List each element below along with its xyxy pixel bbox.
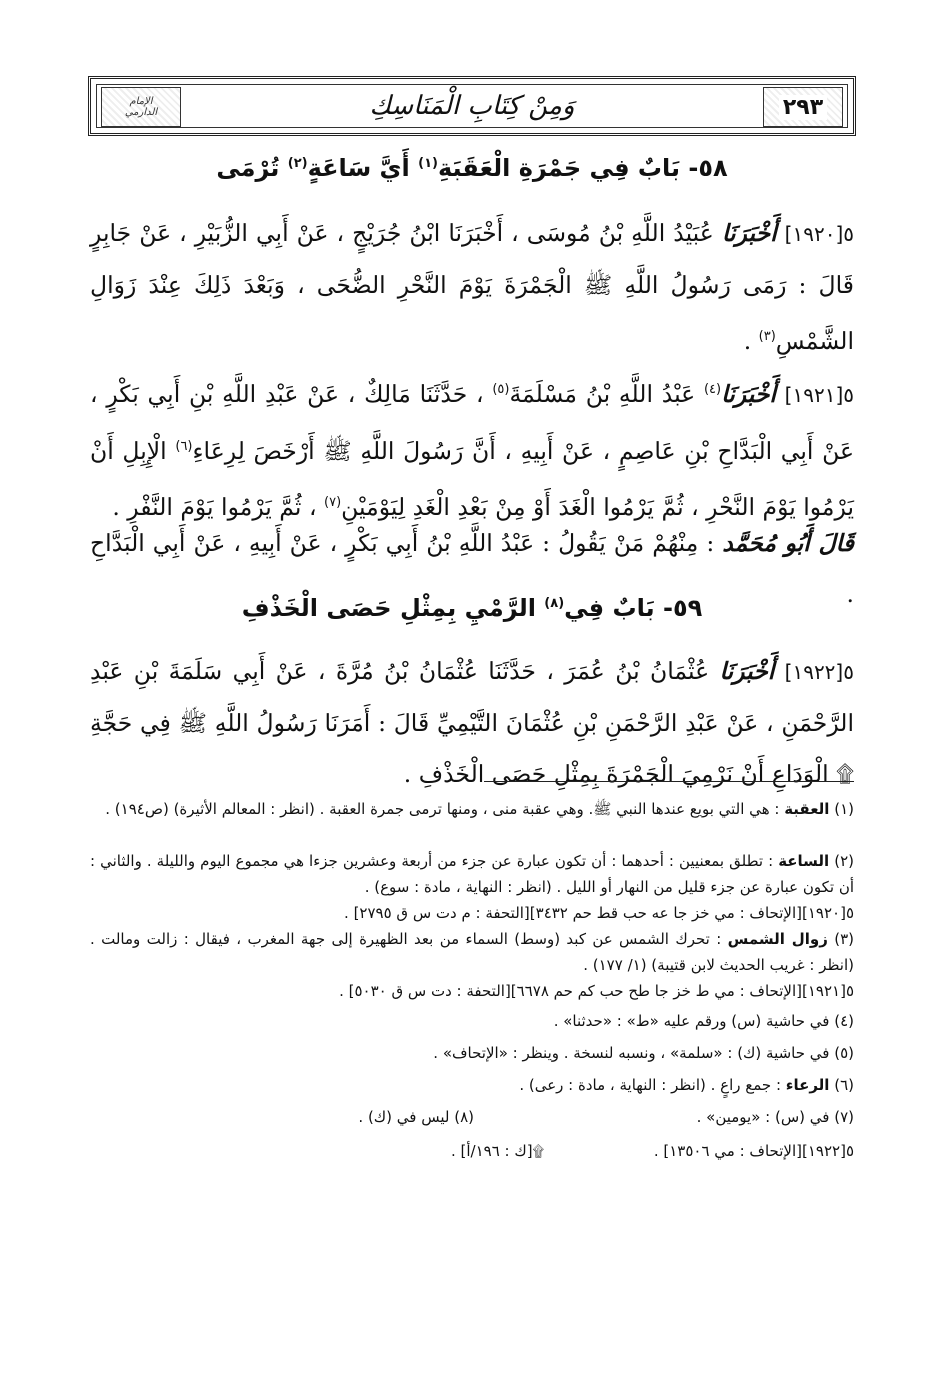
qal-abu-muhammad-label: قَالَ أَبُو مُحَمَّد [722, 529, 855, 557]
chapter-58-title-part-b: أَيَّ سَاعَةٍ [307, 154, 419, 182]
akhbarana: أَخْبَرَنَا [721, 379, 776, 408]
hadith-text-d: ، ثُمَّ يَرْمُوا يَوْمَ النَّفْرِ . [112, 492, 324, 521]
hadith-1922 [90, 646, 854, 800]
chapter-59-heading [90, 594, 854, 622]
running-title: وَمِنْ كِتَابِ الْمَنَاسِكِ [369, 91, 575, 121]
chapter-59-title-part-b: الرَّمْيِ بِمِثْلِ حَصَى الْخَذْفِ [241, 594, 545, 622]
akhbarana: أَخْبَرَنَا [721, 219, 777, 247]
footnote-7: (٧) في (س) : «يومين» . [696, 1108, 854, 1126]
publisher-seal-icon [125, 96, 157, 118]
manuscript-folio: ۩[ك : ١٩٦/أ] . [451, 1142, 544, 1160]
akhbarana: أَخْبَرَنَا [719, 657, 775, 685]
footnote-text: : تحرك الشمس عن كبد (وسط) السماء من بعد الظهيرة إلى جهة المغرب ، فيقال : زالت ومالت . (انظر : غريب الحديث لابن قتيبة) (١/ ١٧٧) . [90, 930, 854, 974]
running-header [88, 76, 856, 136]
footnote-5: (٥) في حاشية (ك) : «سلمة» ، ونسبه لنسخة . وينظر : «الإتحاف» . [433, 1044, 854, 1062]
footnote-text: : هي التي بويع عندها النبي ﷺ. وهي عقبة منى ، ومنها ترمى جمرة العقبة . (انظر : المعالم الأثيرة) (ص١٩٤) . [105, 800, 785, 818]
footnote-ref-4: (٤) [703, 382, 722, 397]
hadith-text-a: عَبْدُ اللَّهِ بْنُ مَسْلَمَةَ [509, 379, 704, 408]
footnote-ref-1: (١) [418, 156, 438, 171]
seal-line-1: الإمام [129, 96, 153, 107]
hadith-text-end: . [743, 326, 759, 355]
qal-abu-muhammad-text: : مِنْهُمْ مَنْ يَقُولُ : عَبْدُ اللَّهِ بْنُ أَبِي بَكْرٍ ، عَنْ أَبِيهِ ، عَنْ أَبِي الْبَدَّاحِ . [90, 529, 854, 608]
footnote-ref-5: (٥) [492, 382, 510, 397]
seal-line-2: الدارمي [124, 107, 158, 118]
footnote-ref-3: (٣) [758, 329, 776, 344]
takhrij-1920: ٥[١٩٢٠][الإتحاف : مي خز جا عه حب قط حم ٣٤٣٢][التحفة : م دت س ق ٢٧٩٥] . [344, 904, 854, 922]
footnote-ref-2: (٢) [287, 156, 308, 171]
footnote-3 [90, 926, 854, 978]
footnote-text: : تطلق بمعنيين : أحدهما : أن تكون عبارة عن جزء من أربعة وعشرين جزءا هي مجموع اليوم والليلة . والثاني : أن تكون عبارة عن جزء قليل من النهار أو الليل . (انظر : النهاية ، مادة : سوع) . [90, 852, 854, 896]
hadith-text-b: ، حَدَّثَنَا مَالِكٌ ، عَنْ عَبْدِ اللَّهِ بْنِ أَبِي بَكْرٍ ، عَنْ أَبِي الْبَدَّاحِ بْنِ عَاصِمٍ ، عَنْ أَبِيهِ ، أَنَّ رَسُولَ اللَّهِ ﷺ أَرْخَصَ لِرِعَاءِ [90, 379, 855, 465]
footnote-1 [90, 796, 854, 822]
footnote-text: : جمع راعٍ . (انظر : النهاية ، مادة : رعى) . [519, 1076, 786, 1094]
takhrij-1922: ٥[١٩٢٢][الإتحاف : مي ١٣٥٠٦] . [653, 1142, 854, 1160]
hadith-text: عُبَيْدُ اللَّهِ بْنُ مُوسَى ، أَخْبَرَنَا ابْنُ جُرَيْجٍ ، عَنْ أَبِي الزُّبَيْرِ ، عَنْ جَابِرٍ قَالَ : رَمَى رَسُولُ اللَّهِ ﷺ الْجَمْرَةَ يَوْمَ النَّحْرِ الضُّحَى ، وَبَعْدَ ذَلِكَ عِنْدَ زَوَالِ الشَّمْسِ [90, 219, 854, 355]
chapter-59-title-part-a: ٥٩- بَابٌ فِي [564, 594, 703, 622]
chapter-58-title-part-a: ٥٨- بَابٌ فِي جَمْرَةِ الْعَقَبَةِ [437, 154, 728, 182]
footnote-separator [484, 781, 854, 782]
footnote-term: زوال الشمس [727, 930, 828, 948]
footnote-term: الرعاء [785, 1076, 830, 1094]
hadith-number: ٥[١٩٢١] [784, 382, 854, 407]
footnote-ref-6: (٦) [175, 438, 193, 454]
footnote-8: (٨) ليس في (ك) . [358, 1108, 474, 1126]
hadith-number: ٥[١٩٢٠] [784, 222, 854, 246]
footnote-term: الساعة [778, 852, 830, 870]
footnote-number: (٢) [829, 852, 855, 870]
footnote-number: (٣) [827, 930, 854, 948]
hadith-text-c: الْإِبِلِ أَنْ يَرْمُوا يَوْمَ النَّحْرِ ، ثُمَّ يَرْمُوا الْغَدَ أَوْ مِنْ بَعْدِ الْغَدِ لِيَوْمَيْنِ [90, 436, 854, 521]
hadith-number: ٥[١٩٢٢] [784, 660, 854, 684]
footnote-ref-7: (٧) [324, 494, 342, 510]
publisher-seal-panel [101, 87, 181, 127]
footnote-number: (٦) [829, 1076, 854, 1094]
footnote-4: (٤) في حاشية (س) ورقم عليه «ط» : «حدثنا» . [553, 1012, 854, 1030]
chapter-58-heading [90, 154, 854, 182]
page-number-panel [763, 87, 843, 127]
footnote-2 [90, 848, 854, 900]
hadith-1921 [90, 364, 854, 532]
hadith-1920 [90, 208, 854, 367]
footnote-ref-8: (٨) [544, 596, 565, 611]
page-number: ٢٩٣ [779, 95, 827, 120]
hadith-text: عُثْمَانُ بْنُ عُمَرَ ، حَدَّثَنَا عُثْمَانُ بْنُ مُرَّةَ ، عَنْ أَبِي سَلَمَةَ بْنِ عَبْدِ الرَّحْمَنِ ، عَنْ عَبْدِ الرَّحْمَنِ بْنِ عُثْمَانَ التَّيْمِيِّ قَالَ : أَمَرَنَا رَسُولُ اللَّهِ ﷺ فِي حَجَّةِ ۩ الْوَدَاعِ أَنْ نَرْمِيَ الْجَمْرَةَ بِمِثْلِ حَصَى الْخَذْفِ . [90, 657, 854, 788]
footnote-6 [90, 1072, 854, 1098]
takhrij-1921: ٥[١٩٢١][الإتحاف : مي ط خز جا طح حب كم حم ٦٦٧٨][التحفة : دت س ق ٥٠٣٠] . [339, 982, 854, 1000]
footnote-term: العقبة [784, 800, 830, 818]
footnote-number: (١) [829, 800, 854, 818]
chapter-58-title-part-c: تُرْمَى [216, 154, 288, 182]
